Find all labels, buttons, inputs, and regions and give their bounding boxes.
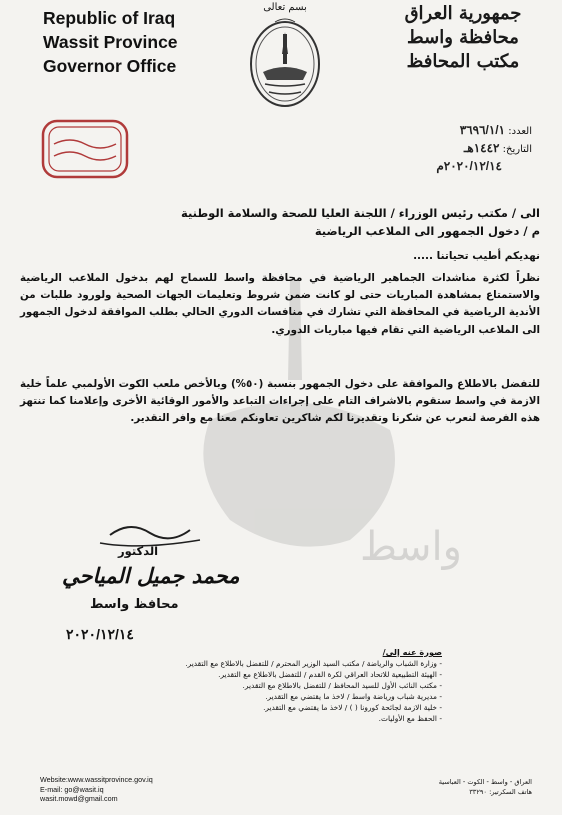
- svg-text:واسط: واسط: [360, 524, 462, 570]
- signatory-title: الدكتور: [118, 544, 159, 558]
- address-text: العراق - واسط - الكوت - العباسية: [438, 778, 532, 786]
- greeting: نهديكم أطيب تحياتنا .....: [413, 250, 540, 262]
- subject-line: م / دخول الجمهور الى الملاعب الرياضية: [314, 224, 540, 238]
- header-ar-country: جمهورية العراق: [404, 3, 522, 24]
- body-paragraph-2: للتفضل بالاطلاع والموافقة على دخول الجمهور بنسبة (٥٠%) وبالأخص ملعب الكوت الأولمبي علماً خلية الازمة في واسط ستقوم بالاشراف التام على إجراءات التباعد والأمور الوقائية الأخرى وإعلامنا كما تنتهز هذه الفرصة لنعرب عن شكرنا وتقديرنا لكم شاكرين تعاونكم معنا مع وافر التقدير.: [20, 378, 540, 425]
- footer-contact: [40, 775, 153, 804]
- cc-item: - خلية الازمة لجائحة كورونا ( ) / لاخذ ما يقتضي مع التقدير.: [263, 703, 442, 712]
- cc-item: - الهيئة التطبيعية للاتحاد العراقي لكرة القدم / للتفضل بالاطلاع مع التقدير.: [218, 670, 442, 679]
- basmala: بسم تعالى: [263, 2, 307, 13]
- header-ar-province: محافظة واسط: [407, 27, 519, 48]
- signature-date: ٢٠٢٠/١٢/١٤: [66, 626, 134, 642]
- email-link[interactable]: E-mail: go@wasit.iq: [40, 784, 104, 794]
- cc-item: - مديرية شباب ورياضة واسط / لاخذ ما يقتضي مع التقدير.: [265, 692, 442, 701]
- header-office: Governor Office: [43, 56, 177, 76]
- header-ar-office: مكتب المحافظ: [406, 51, 520, 72]
- number-label: العدد:: [508, 126, 532, 137]
- cc-heading: صورة عنه إلى/: [382, 647, 442, 657]
- emblem: [235, 2, 335, 112]
- body-paragraph-1: نظراً لكثرة مناشدات الجماهير الرياضية في محافظة واسط للسماح لهم بدخول الملاعب الرياضية والاستمتاع بمشاهدة المباريات حتى لو كانت ضمن شروط وتعليمات الجهات الصحية ولورود طلبات من الأندية الرياضية في المحافظة التي تشارك في منافسات الدوري الحالي بطلب الموافقة لدخول الجمهور الى الملاعب الرياضية التي تقام فيها مباريات الدوري.: [20, 272, 540, 336]
- header-arabic: [378, 2, 548, 74]
- phone-text: هاتف السكرتير: ٣٣٢٩٠: [469, 787, 532, 796]
- number-value: ٣٦٩٦/١/١: [459, 123, 506, 137]
- date-label: التاريخ:: [502, 144, 532, 155]
- cc-item: - مكتب النائب الأول للسيد المحافظ / للتفضل بالاطلاع مع التقدير.: [242, 681, 442, 690]
- email-link-2[interactable]: wasit.mowd@gmail.com: [40, 794, 118, 803]
- province-emblem-icon: [235, 2, 335, 112]
- addressee-line: الى / مكتب رئيس الوزراء / اللجنة العليا للصحة والسلامة الوطنية: [180, 206, 540, 220]
- footer-address: [439, 778, 532, 797]
- header-english: [43, 6, 233, 78]
- addressee: [40, 204, 540, 240]
- hijri-date: ١٤٤٢هـ: [463, 141, 500, 155]
- signatory-name: محمد جميل المياحي: [62, 563, 240, 588]
- reference-block: [382, 122, 532, 176]
- signatory-role: محافظ واسط: [90, 597, 179, 612]
- header-province: Wassit Province: [43, 32, 178, 52]
- website-link[interactable]: Website:www.wassitprovince.gov.iq: [40, 775, 153, 784]
- cc-item: - الحفظ مع الأوليات.: [378, 714, 442, 723]
- cc-list: [42, 647, 442, 724]
- official-stamp-icon: [40, 118, 130, 180]
- header-country: Republic of Iraq: [43, 8, 176, 28]
- cc-item: - وزارة الشباب والرياضة / مكتب السيد الوزير المحترم / للتفضل بالاطلاع مع التقدير.: [185, 659, 442, 668]
- gregorian-date: ٢٠٢٠/١٢/١٤م: [436, 159, 502, 173]
